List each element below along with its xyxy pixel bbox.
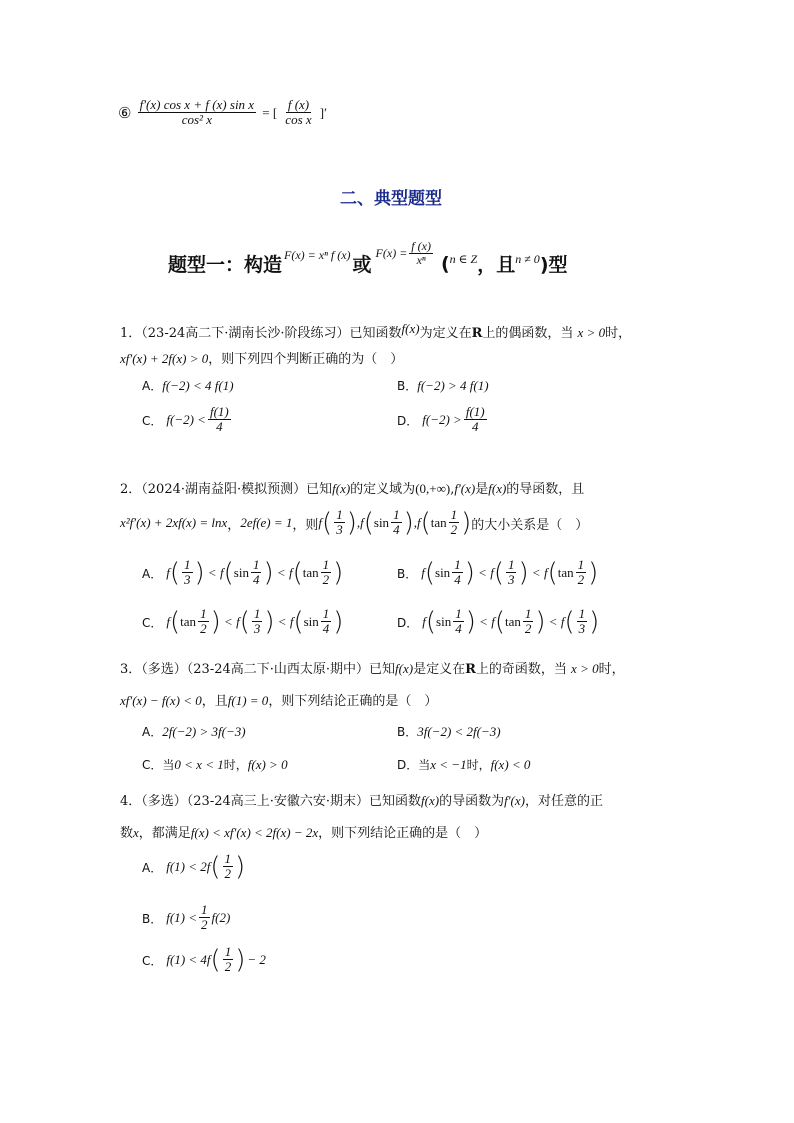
frac-1-2 xyxy=(576,558,587,588)
paren-open: ( xyxy=(420,508,431,539)
q4-c-math xyxy=(166,945,266,975)
q2-c-math xyxy=(166,607,343,637)
q1-b-label: B． xyxy=(397,379,418,393)
paren-open: ( xyxy=(547,558,558,589)
q3-R: R xyxy=(465,662,476,677)
num: 1 xyxy=(455,606,462,621)
paren-open: ( xyxy=(425,607,437,638)
q3-d-math: f(x) < 0 xyxy=(490,757,531,772)
q1-option-c[interactable] xyxy=(142,405,233,435)
den: 4 xyxy=(322,621,330,637)
q2-stem-d: 是 xyxy=(475,482,489,497)
q2-fx2: f(x) xyxy=(488,481,507,496)
den: 4 xyxy=(252,572,260,588)
f-symbol: f xyxy=(421,565,425,581)
den: 4 xyxy=(393,522,400,538)
q3-option-c[interactable] xyxy=(142,756,288,773)
frac-1-2 xyxy=(449,508,460,538)
q4-a-label: A． xyxy=(142,860,163,875)
num: 1 xyxy=(322,557,330,572)
q2-domain: (0,+∞) xyxy=(415,481,451,496)
den: 3 xyxy=(578,621,586,637)
f-symbol: f xyxy=(416,515,421,531)
type-title-cond2: n ≠ 0 xyxy=(515,252,540,267)
den: 2 xyxy=(450,522,458,538)
f-symbol: f xyxy=(166,565,170,581)
num: 1 xyxy=(253,606,261,621)
q1-d-fraction xyxy=(464,405,487,435)
q2-c-label: C． xyxy=(142,615,163,630)
paren-close: ) xyxy=(588,558,599,589)
q1-stem-a: 1．（23-24高二下·湖南长沙·阶段练习）已知函数 xyxy=(120,326,402,341)
q1-line2 xyxy=(120,348,403,367)
f-symbol: f xyxy=(360,515,364,531)
num: 1 xyxy=(507,557,515,572)
q4-fpx: f′(x) xyxy=(504,793,525,808)
lt: < xyxy=(549,614,557,630)
num: 1 xyxy=(450,507,458,522)
q4-fx: f(x) xyxy=(421,793,440,808)
paren-open: ( xyxy=(363,508,374,539)
frac-1-2 xyxy=(223,945,234,975)
num: 1 xyxy=(524,606,532,621)
q1-d-num: f(1) xyxy=(465,404,485,419)
paren-open: ( xyxy=(494,607,505,638)
f-symbol: f xyxy=(560,614,565,630)
sin-text: sin xyxy=(373,515,390,531)
den: 2 xyxy=(524,621,532,637)
num: 1 xyxy=(201,902,208,917)
q4-ask: ，则下列结论正确的是（ ） xyxy=(318,826,488,841)
den: 2 xyxy=(224,866,232,882)
paren-open: ( xyxy=(210,852,221,883)
paren-open: ( xyxy=(170,607,181,638)
frac-1-4 xyxy=(321,607,332,637)
q4-c-lhs: f(1) < 4f xyxy=(166,952,211,968)
q3-c-label: C． xyxy=(142,758,163,772)
frac-1-3 xyxy=(577,607,588,637)
q1-ask: ，则下列四个判断正确的为（ ） xyxy=(208,352,404,367)
type-title-formula1: F(x) = xⁿ f (x) xyxy=(284,248,351,263)
q1-option-a[interactable] xyxy=(142,377,234,394)
paren-close: ) xyxy=(235,945,246,976)
frac-1-4 xyxy=(452,558,463,588)
frac-1-4 xyxy=(251,558,262,588)
type-title-prefix: 题型一：构造 xyxy=(168,254,283,277)
q2-d-label: D． xyxy=(397,615,419,630)
paren-open: ( xyxy=(493,558,504,589)
q3-c-cond: 0 < x < 1 xyxy=(174,757,224,772)
formula6-lhs-fraction xyxy=(138,98,257,128)
type-title-or: 或 xyxy=(352,254,372,277)
frac-1-2 xyxy=(199,903,210,933)
paren-open: ( xyxy=(424,558,436,589)
q2-stem-a: 2．（2024·湖南益阳·模拟预测）已知 xyxy=(120,482,333,497)
paren-close: ) xyxy=(264,607,275,638)
q4-b-label: B． xyxy=(142,911,163,926)
q2-a-label: A． xyxy=(142,566,163,581)
num: 1 xyxy=(200,606,207,621)
q1-condition: xf′(x) + 2f(x) > 0 xyxy=(120,351,209,366)
q2-sep: ， xyxy=(227,517,241,533)
formula6-rhs-numerator: f (x) xyxy=(287,97,310,112)
tan-text: tan xyxy=(504,614,521,630)
type-title-cond-open: ( xyxy=(440,252,450,275)
f-symbol: f xyxy=(166,614,171,630)
paren-close: ) xyxy=(518,558,529,589)
frac-1-2 xyxy=(223,852,234,882)
q1-c-num: f(1) xyxy=(209,404,229,419)
formula6-lhs-denominator: cos² x xyxy=(181,112,212,128)
den: 3 xyxy=(184,572,191,588)
num: 1 xyxy=(393,507,400,522)
circled-6-marker: ⑥ xyxy=(118,104,132,123)
q3-stem-a: 3．（多选）（23-24高二下·山西太原·期中）已知 xyxy=(120,662,396,677)
q4-c-label: C． xyxy=(142,953,163,968)
q3-d-cond: x < −1 xyxy=(430,757,467,772)
q4-a-lhs: f(1) < 2f xyxy=(166,859,211,875)
paren-close: ) xyxy=(333,558,344,589)
q1-R: R xyxy=(471,326,483,341)
num: 1 xyxy=(578,606,586,621)
q3-fx: f(x) xyxy=(395,661,414,676)
comma: , xyxy=(356,515,361,531)
q3-line2 xyxy=(120,690,437,709)
frac-1-2 xyxy=(523,607,534,637)
paren-close: ) xyxy=(263,558,274,589)
paren-close: ) xyxy=(465,607,476,638)
q3-a-label: A． xyxy=(142,725,163,739)
formula6-rhs-fraction xyxy=(283,98,313,128)
lt: < xyxy=(532,565,540,581)
q2-a-math xyxy=(166,558,343,588)
frac-1-3 xyxy=(182,558,193,588)
q3-c-math: f(x) > 0 xyxy=(247,757,288,772)
q3-a-math: 2f(−2) > 3f(−3) xyxy=(162,724,246,739)
q2-ask: 的大小关系是（ ） xyxy=(471,517,589,533)
num: 1 xyxy=(322,606,330,621)
sin-text: sin xyxy=(233,565,249,581)
f-symbol: f xyxy=(220,565,224,581)
q2-option-c[interactable] xyxy=(142,607,343,637)
f-symbol: f xyxy=(288,565,293,581)
f-symbol: f xyxy=(543,565,548,581)
paren-close: ) xyxy=(403,508,414,539)
f-symbol: f xyxy=(318,515,323,531)
q3-c-then: 时， xyxy=(223,758,248,772)
q4-stem-c: ，对任意的正 xyxy=(524,794,603,809)
lt: < xyxy=(278,614,286,630)
q2-b-math xyxy=(421,558,598,588)
paren-close: ) xyxy=(464,558,475,589)
q1-d-den: 4 xyxy=(471,419,479,435)
den: 3 xyxy=(336,522,343,538)
lt: < xyxy=(478,565,487,581)
q2-d-math xyxy=(422,607,599,637)
q1-fx: f(x) xyxy=(401,321,420,336)
frac-1-2 xyxy=(321,558,332,588)
q2-fx: f(x) xyxy=(332,481,351,496)
type-title-f2-lhs: F(x) = xyxy=(375,246,408,261)
q4-x: x xyxy=(133,825,139,840)
num: 1 xyxy=(454,557,461,572)
q3-stem-b: 是定义在 xyxy=(413,662,466,677)
q3-and: ，且 xyxy=(201,694,228,709)
formula6-lhs-numerator: f′(x) cos x + f (x) sin x xyxy=(139,97,255,112)
q4-stem-a: 4．（多选）（23-24高三上·安徽六安·期末）已知函数 xyxy=(120,794,422,809)
num: 1 xyxy=(224,851,232,866)
comma: , xyxy=(413,515,417,531)
formula6-eq: = [ xyxy=(262,105,278,121)
formula6-rhs-denominator: cos x xyxy=(285,112,312,128)
paren-open: ( xyxy=(564,607,575,638)
q1-option-d[interactable] xyxy=(397,405,489,435)
num: 1 xyxy=(336,507,343,522)
q1-stem-b: 为定义在 xyxy=(419,326,472,341)
paren-close: ) xyxy=(235,852,246,883)
q2-ze: ，则 xyxy=(292,517,319,533)
type-title-cond1: n ∈ Z xyxy=(449,252,478,267)
q4-stem-b: ，都满足 xyxy=(138,826,191,841)
tan-text: tan xyxy=(302,565,319,581)
lt: < xyxy=(208,565,216,581)
q3-line1 xyxy=(120,658,625,677)
q3-d-then: 时， xyxy=(466,758,491,772)
q4-b-rhs: f(2) xyxy=(211,910,231,926)
q2-option-d[interactable] xyxy=(397,607,599,637)
paren-open: ( xyxy=(239,607,250,638)
q1-b-math: f(−2) > 4 f(1) xyxy=(417,378,489,393)
f-symbol: f xyxy=(236,614,240,630)
q4-a-math xyxy=(166,852,245,882)
num: 1 xyxy=(224,944,232,959)
q1-d-label: D． xyxy=(397,413,419,428)
lt: < xyxy=(224,614,233,630)
den: 2 xyxy=(322,572,330,588)
type-title-formula2 xyxy=(376,240,435,268)
f-symbol: f xyxy=(490,565,494,581)
q2-comma: , xyxy=(450,482,455,497)
section-title: 二、典型题型 xyxy=(340,189,442,209)
q4-option-c[interactable] xyxy=(142,945,266,975)
q4-b-lhs: f(1) < xyxy=(166,910,198,926)
type-title-f2-fraction xyxy=(409,240,433,268)
q4-c-rhs: − 2 xyxy=(247,952,266,968)
num: 1 xyxy=(252,557,260,572)
q3-condition: xf′(x) − f(x) < 0 xyxy=(120,693,202,708)
q1-d-lhs: f(−2) > xyxy=(422,412,462,428)
q4-option-b[interactable] xyxy=(142,903,230,933)
formula-6 xyxy=(118,98,327,128)
q1-c-label: C． xyxy=(142,413,163,428)
q2-line2 xyxy=(120,508,588,538)
type-title-f2-numerator: f (x) xyxy=(411,239,431,253)
q4-line2 xyxy=(120,822,487,841)
den: 2 xyxy=(224,959,232,975)
q3-cond: x > 0 xyxy=(571,661,599,676)
formula6-tail: ]′ xyxy=(319,105,327,121)
paren-open: ( xyxy=(322,508,333,539)
tan-text: tan xyxy=(557,565,574,581)
paren-open: ( xyxy=(169,558,180,589)
den: 2 xyxy=(201,917,208,933)
frac-1-4 xyxy=(391,508,402,538)
den: 3 xyxy=(507,572,515,588)
sin-text: sin xyxy=(435,565,451,581)
q2-equation: x²f′(x) + 2xf(x) = lnx xyxy=(120,515,228,531)
q1-line1 xyxy=(120,322,631,341)
q4-option-a[interactable] xyxy=(142,852,245,882)
tan-text: tan xyxy=(430,515,447,531)
sin-text: sin xyxy=(436,614,452,630)
paren-close: ) xyxy=(210,607,221,638)
den: 2 xyxy=(200,621,207,637)
f-symbol: f xyxy=(422,614,426,630)
frac-1-3 xyxy=(506,558,517,588)
type-title xyxy=(168,239,568,278)
q3-d-when: 当 xyxy=(418,758,431,772)
q3-option-a[interactable] xyxy=(142,723,246,740)
sin-text: sin xyxy=(303,614,319,630)
q3-f1: f(1) = 0 xyxy=(227,693,269,708)
q1-c-lhs: f(−2) < xyxy=(166,412,206,428)
num: 1 xyxy=(184,557,191,572)
paren-open: ( xyxy=(223,558,234,589)
q2-option-b[interactable] xyxy=(397,558,598,588)
q3-option-b[interactable] xyxy=(397,723,501,740)
q2-stem-b: 的定义域为 xyxy=(350,482,416,497)
q2-b-label: B． xyxy=(397,566,418,581)
q3-b-math: 3f(−2) < 2f(−3) xyxy=(417,724,501,739)
q2-line1 xyxy=(120,478,584,497)
q2-stem-e: 的导函数，且 xyxy=(506,482,585,497)
paren-open: ( xyxy=(293,607,304,638)
q1-cond: x > 0 xyxy=(577,325,606,340)
num: 1 xyxy=(577,557,585,572)
q4-stem-b: 的导函数为 xyxy=(439,794,505,809)
type-title-f2-denominator: xⁿ xyxy=(416,253,426,268)
q3-ask: ，则下列结论正确的是（ ） xyxy=(268,694,438,709)
paren-close: ) xyxy=(333,607,344,638)
den: 2 xyxy=(577,572,585,588)
paren-open: ( xyxy=(292,558,303,589)
den: 4 xyxy=(455,621,462,637)
q3-d-label: D． xyxy=(397,758,419,772)
den: 4 xyxy=(454,572,461,588)
q4-condition: f(x) < xf′(x) < 2f(x) − 2x xyxy=(190,825,319,840)
den: 3 xyxy=(253,621,261,637)
q1-stem-c: 上的偶函数，当 xyxy=(482,326,574,341)
q2-option-a[interactable] xyxy=(142,558,343,588)
paren-close: ) xyxy=(461,508,472,539)
f-symbol: f xyxy=(491,614,495,630)
type-title-cond-mid: ，且 xyxy=(477,254,516,277)
q2-compare-list xyxy=(318,508,471,538)
q1-a-math: f(−2) < 4 f(1) xyxy=(162,378,234,393)
q2-fpx: f′(x) xyxy=(454,481,476,496)
f-symbol: f xyxy=(289,614,294,630)
frac-1-3 xyxy=(334,508,345,538)
tan-text: tan xyxy=(180,614,197,630)
q3-stem-d: 时， xyxy=(598,662,625,677)
q1-stem-d: 时， xyxy=(605,326,632,341)
paren-open: ( xyxy=(210,945,221,976)
q3-stem-c: 上的奇函数，当 xyxy=(475,662,567,677)
q4-line1 xyxy=(120,790,603,809)
q1-option-b[interactable] xyxy=(397,377,489,394)
q2-value: 2ef(e) = 1 xyxy=(240,515,293,531)
q4-stem-shu: 数 xyxy=(120,826,134,841)
q1-c-den: 4 xyxy=(216,419,223,435)
paren-close: ) xyxy=(535,607,546,638)
lt: < xyxy=(479,614,488,630)
q3-c-when: 当 xyxy=(162,758,175,772)
q1-a-label: A． xyxy=(142,379,163,393)
frac-1-3 xyxy=(252,607,263,637)
q1-c-fraction xyxy=(208,405,231,435)
paren-close: ) xyxy=(589,607,600,638)
paren-close: ) xyxy=(346,508,357,539)
paren-close: ) xyxy=(194,558,205,589)
frac-1-4 xyxy=(453,607,464,637)
frac-1-2 xyxy=(198,607,209,637)
q3-b-label: B． xyxy=(397,725,418,739)
lt: < xyxy=(277,565,285,581)
q3-option-d[interactable] xyxy=(397,756,530,773)
q4-b-math xyxy=(166,903,230,933)
type-title-cond-close: )型 xyxy=(539,254,568,277)
